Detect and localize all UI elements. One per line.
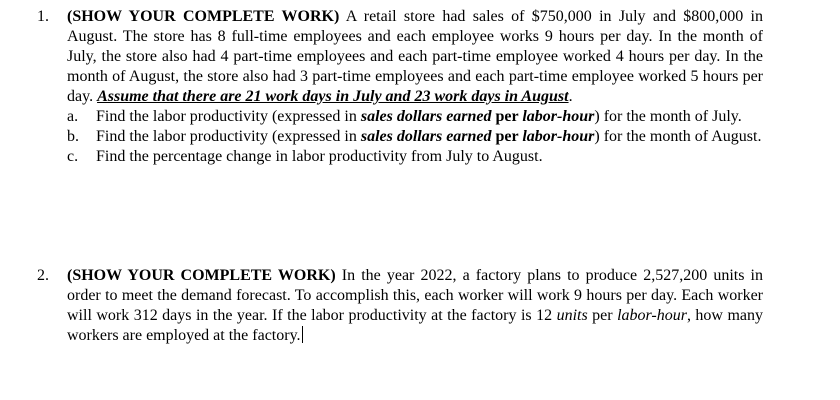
part-a-sales-dollars: sales dollars earned: [360, 108, 492, 125]
question-2-text-per: per: [587, 307, 618, 324]
question-2-number: 2.: [37, 267, 49, 284]
question-1-number: 1.: [37, 8, 49, 25]
question-2-labor-hour: labor-hour: [617, 307, 687, 324]
question-2-body[interactable]: [67, 266, 763, 346]
question-2-units: units: [556, 307, 588, 324]
part-b-text: [96, 127, 763, 147]
question-2-text-end: , how many workers are employed at the factory.: [67, 307, 764, 344]
question-1-text: A retail store had sales of $750,000 in July and $800,000 in August. The store has 8 full-time employees and each employee works 9 hours per day. In the month of July, the store also had 4 part-time employees and each part-time employee worked 4 hours per day. In the month of August, the store also had 3 part-time employees and each part-time employee worked 5 hours per day.: [67, 8, 764, 105]
part-b-text-2: ) for the month of August.: [594, 128, 762, 145]
question-1-part-a: [67, 107, 763, 127]
part-c-text: Find the percentage change in labor productivity from July to August.: [96, 148, 543, 165]
question-1-part-b: [67, 127, 763, 147]
part-a-text: [96, 107, 763, 127]
part-a-labor-hour: labor-hour: [522, 108, 595, 125]
question-1-emphasis: Assume that there are 21 work days in July and 23 work days in August: [97, 88, 569, 105]
question-1-part-c: [67, 147, 763, 167]
part-a-label: a.: [67, 108, 79, 125]
part-b-per: per: [491, 128, 523, 145]
question-1-body: [67, 7, 763, 107]
part-b-sales-dollars: sales dollars earned: [360, 128, 492, 145]
part-b-label: b.: [67, 128, 79, 145]
question-2-heading: (SHOW YOUR COMPLETE WORK): [67, 267, 336, 284]
question-2-text: In the year 2022, a factory plans to produce 2,527,200 units in order to meet the demand forecast. To accomplish this, each worker will work 9 hours per day. Each worker will work 312 days in the year. If the labor productivity at the factory is 12: [67, 267, 763, 324]
part-b-text-1: Find the labor productivity (expressed in: [96, 128, 361, 145]
part-a-per: per: [491, 108, 523, 125]
question-1-parts: [67, 107, 763, 167]
question-1: [37, 7, 763, 167]
text-cursor: [302, 326, 303, 343]
question-2: [37, 266, 763, 346]
part-a-text-2: ) for the month of July.: [594, 108, 742, 125]
part-a-text-1: Find the labor productivity (expressed in: [96, 108, 361, 125]
question-1-heading: (SHOW YOUR COMPLETE WORK): [67, 8, 340, 25]
part-b-labor-hour: labor-hour: [522, 128, 595, 145]
question-1-text-end: .: [568, 88, 573, 105]
part-c-label: c.: [67, 148, 79, 165]
